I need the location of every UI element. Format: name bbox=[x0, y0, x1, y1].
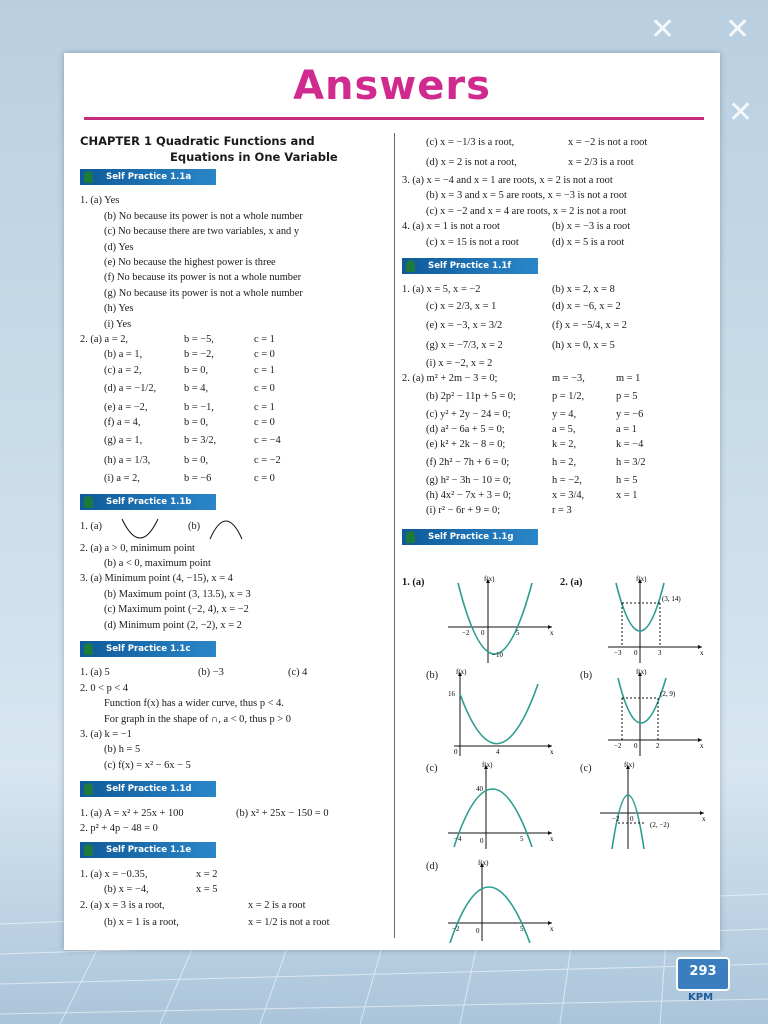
axis-label: x bbox=[550, 925, 554, 933]
list-item: (g) x = −7/3, x = 2 (h) x = 0, x = 5 bbox=[426, 339, 615, 351]
list-item: (i) x = −2, x = 2 bbox=[426, 357, 493, 369]
graph-2a bbox=[598, 575, 708, 665]
graph-label: 1. (a) bbox=[402, 577, 425, 588]
leaf-icon bbox=[84, 643, 93, 655]
graph-label: (b) bbox=[580, 670, 593, 681]
tick-label: 0 bbox=[480, 837, 484, 845]
list-item: (f) a = 4, b = 0, c = 0 bbox=[104, 417, 275, 429]
graph-2b bbox=[598, 668, 708, 758]
graph-label: (c) bbox=[580, 763, 592, 774]
downward-parabola-sketch bbox=[208, 517, 244, 541]
list-item: Function f(x) has a wider curve, thus p < 4. bbox=[104, 698, 284, 710]
list-item: (g) a = 1, b = 3/2, c = −4 bbox=[104, 434, 281, 446]
list-item: (e) x = −3, x = 3/2 (f) x = −5/4, x = 2 bbox=[426, 319, 628, 331]
list-item: (d) Yes bbox=[104, 241, 134, 253]
leaf-icon bbox=[84, 844, 93, 856]
leaf-icon bbox=[84, 496, 93, 508]
tick-label: −2 bbox=[462, 629, 470, 637]
section-banner-1-1a: Self Practice 1.1a bbox=[80, 169, 216, 185]
list-item: 1. (a) x = −0.35, x = 2 bbox=[80, 868, 218, 880]
tick-label: 5 bbox=[520, 835, 524, 843]
leaf-icon bbox=[406, 531, 415, 543]
axis-label: f(x) bbox=[478, 859, 489, 867]
column-divider bbox=[394, 133, 395, 938]
list-item: 2. p² + 4p − 48 = 0 bbox=[80, 822, 158, 834]
tick-label: 0 bbox=[634, 649, 638, 657]
list-item: 1. (a) A = x² + 25x + 100 (b) x² + 25x − 150 = 0 bbox=[80, 807, 329, 819]
axis-label: f(x) bbox=[636, 575, 647, 583]
tick-label: (2, −2) bbox=[650, 821, 670, 829]
axis-label: x bbox=[700, 649, 704, 657]
list-item: (d) x = 2 is not a root, x = 2/3 is a root bbox=[426, 157, 634, 168]
list-item: (c) x = −1/3 is a root, x = −2 is not a root bbox=[426, 137, 648, 148]
section-banner-1-1d: Self Practice 1.1d bbox=[80, 781, 216, 797]
decorative-x-icon: ✕ bbox=[728, 95, 754, 130]
list-item: (c) x = 15 is not a root (d) x = 5 is a root bbox=[426, 236, 625, 248]
list-item: (b) x = −4, x = 5 bbox=[104, 884, 218, 896]
list-item: (g) No because its power is not a whole number bbox=[104, 287, 303, 299]
list-item: (c) y² + 2y − 24 = 0; y = 4, y = −6 bbox=[426, 408, 644, 420]
list-item: 1. (a) Yes bbox=[80, 195, 120, 207]
list-item: (h) Yes bbox=[104, 303, 134, 315]
graph-label: (b) bbox=[426, 670, 439, 681]
answer-page bbox=[64, 53, 720, 950]
list-item: (c) a = 2, b = 0, c = 1 bbox=[104, 364, 275, 376]
graph-2c bbox=[598, 761, 708, 851]
tick-label: −4 bbox=[454, 835, 462, 843]
graph-label: 2. (a) bbox=[560, 577, 583, 588]
list-item: (f) 2h² − 7h + 6 = 0; h = 2, h = 3/2 bbox=[426, 456, 646, 468]
list-item: (b) a < 0, maximum point bbox=[104, 558, 211, 570]
tick-label: 0 bbox=[481, 629, 485, 637]
list-item: For graph in the shape of ∩, a < 0, thus p > 0 bbox=[104, 713, 291, 725]
list-item: (h) a = 1/3, b = 0, c = −2 bbox=[104, 454, 281, 466]
graph-1d bbox=[446, 859, 556, 943]
list-item: (c) x = −2 and x = 4 are roots, x = 2 is not a root bbox=[426, 205, 627, 217]
tick-label: 0 bbox=[634, 742, 638, 750]
tick-label: −10 bbox=[492, 651, 503, 659]
tick-label: 4 bbox=[496, 748, 500, 756]
leaf-icon bbox=[84, 783, 93, 795]
tick-label: 16 bbox=[448, 690, 455, 698]
tick-label: 0 bbox=[476, 927, 480, 935]
tick-label: 5 bbox=[520, 925, 524, 933]
list-item: (i) Yes bbox=[104, 318, 132, 330]
section-banner-1-1b: Self Practice 1.1b bbox=[80, 494, 216, 510]
axis-label: f(x) bbox=[484, 575, 495, 583]
list-item: 2. (a) a > 0, minimum point bbox=[80, 542, 195, 554]
list-item: (c) No because there are two variables, x and y bbox=[104, 226, 300, 238]
list-item: (d) a = −1/2, b = 4, c = 0 bbox=[104, 383, 275, 395]
list-item: (i) r² − 6r + 9 = 0; r = 3 bbox=[426, 505, 572, 517]
list-item: (f) No because its power is not a whole number bbox=[104, 272, 302, 284]
leaf-icon bbox=[406, 260, 415, 272]
chapter-heading: CHAPTER 1 Quadratic Functions and Equations in One Variable bbox=[80, 134, 338, 164]
graph-label: (c) bbox=[426, 763, 438, 774]
list-item: 2. 0 < p < 4 bbox=[80, 682, 129, 694]
section-banner-1-1f: Self Practice 1.1f bbox=[402, 258, 538, 274]
list-item: (e) k² + 2k − 8 = 0; k = 2, k = −4 bbox=[426, 439, 644, 451]
graph-1c bbox=[446, 761, 556, 851]
list-item: (b) x = 3 and x = 5 are roots, x = −3 is not a root bbox=[426, 190, 627, 202]
axis-label: x bbox=[550, 835, 554, 843]
axis-label: x bbox=[550, 748, 554, 756]
section-banner-1-1c: Self Practice 1.1c bbox=[80, 641, 216, 657]
decorative-x-icon: ✕ bbox=[650, 12, 676, 47]
graph-1a bbox=[446, 575, 556, 665]
axis-label: f(x) bbox=[636, 668, 647, 676]
tick-label: 5 bbox=[516, 629, 520, 637]
list-item: (b) a = 1, b = −2, c = 0 bbox=[104, 349, 275, 361]
tick-label: 0 bbox=[630, 815, 634, 823]
list-item: (c) f(x) = x² − 6x − 5 bbox=[104, 759, 191, 771]
right-column bbox=[402, 133, 714, 553]
list-item: (b) No because its power is not a whole number bbox=[104, 210, 303, 222]
tick-label: 40 bbox=[476, 785, 483, 793]
tick-label: 3 bbox=[658, 649, 662, 657]
axis-label: x bbox=[700, 742, 704, 750]
tick-label: 0 bbox=[454, 748, 458, 756]
axis-label: f(x) bbox=[456, 668, 467, 676]
list-item: (i) a = 2, b = −6 c = 0 bbox=[104, 472, 275, 484]
title-rule bbox=[84, 117, 704, 120]
tick-label: (3, 14) bbox=[662, 595, 681, 603]
list-item: (b) h = 5 bbox=[104, 744, 141, 756]
left-column bbox=[80, 133, 390, 933]
list-item: (b) 2p² − 11p + 5 = 0; p = 1/2, p = 5 bbox=[426, 390, 638, 402]
axis-label: x bbox=[550, 629, 554, 637]
upward-parabola-sketch bbox=[120, 517, 160, 541]
list-item: (d) a² − 6a + 5 = 0; a = 5, a = 1 bbox=[426, 423, 637, 435]
tick-label: (2, 9) bbox=[660, 690, 676, 698]
publisher-logo: KPM bbox=[688, 992, 714, 1003]
tick-label: −3 bbox=[614, 649, 622, 657]
page-number: 293 bbox=[676, 957, 730, 991]
list-item: 2. (a) a = 2, b = −5, c = 1 bbox=[80, 333, 275, 345]
list-item: 3. (a) x = −4 and x = 1 are roots, x = 2 is not a root bbox=[402, 175, 613, 186]
list-item: 1. (a) x = 5, x = −2 (b) x = 2, x = 8 bbox=[402, 284, 615, 296]
leaf-icon bbox=[84, 171, 93, 183]
list-item: (b) Maximum point (3, 13.5), x = 3 bbox=[104, 588, 251, 600]
list-item: (g) h² − 3h − 10 = 0; h = −2, h = 5 bbox=[426, 474, 638, 486]
list-item: 2. (a) x = 3 is a root, x = 2 is a root bbox=[80, 899, 306, 911]
section-banner-1-1g: Self Practice 1.1g bbox=[402, 529, 538, 545]
list-item: 3. (a) k = −1 bbox=[80, 728, 132, 740]
list-item: (e) a = −2, b = −1, c = 1 bbox=[104, 402, 275, 414]
list-item: 1. (a) (b) bbox=[80, 519, 390, 541]
graph-label: (d) bbox=[426, 861, 439, 872]
tick-label: 2 bbox=[656, 742, 660, 750]
tick-label: −2 bbox=[614, 742, 622, 750]
axis-label: x bbox=[702, 815, 706, 823]
list-item: (c) Maximum point (−2, 4), x = −2 bbox=[104, 604, 249, 616]
page-title: Answers bbox=[293, 63, 491, 109]
list-item: (c) x = 2/3, x = 1 (d) x = −6, x = 2 bbox=[426, 300, 621, 312]
axis-label: f(x) bbox=[624, 761, 635, 769]
decorative-x-icon: ✕ bbox=[725, 12, 751, 47]
list-item: 4. (a) x = 1 is not a root (b) x = −3 is a root bbox=[402, 221, 631, 233]
graph-1b bbox=[446, 668, 556, 758]
list-item: 3. (a) Minimum point (4, −15), x = 4 bbox=[80, 573, 233, 585]
axis-label: f(x) bbox=[482, 761, 493, 769]
list-item: 2. (a) m² + 2m − 3 = 0; m = −3, m = 1 bbox=[402, 373, 641, 385]
section-banner-1-1e: Self Practice 1.1e bbox=[80, 842, 216, 858]
list-item: (d) Minimum point (2, −2), x = 2 bbox=[104, 619, 242, 631]
list-item: (h) 4x² − 7x + 3 = 0; x = 3/4, x = 1 bbox=[426, 490, 638, 502]
list-item: (b) x = 1 is a root, x = 1/2 is not a root bbox=[104, 916, 330, 928]
tick-label: −2 bbox=[452, 925, 460, 933]
list-item: (e) No because the highest power is three bbox=[104, 256, 276, 268]
tick-label: −2 bbox=[612, 815, 620, 823]
list-item: 1. (a) 5 (b) −3 (c) 4 bbox=[80, 667, 308, 679]
